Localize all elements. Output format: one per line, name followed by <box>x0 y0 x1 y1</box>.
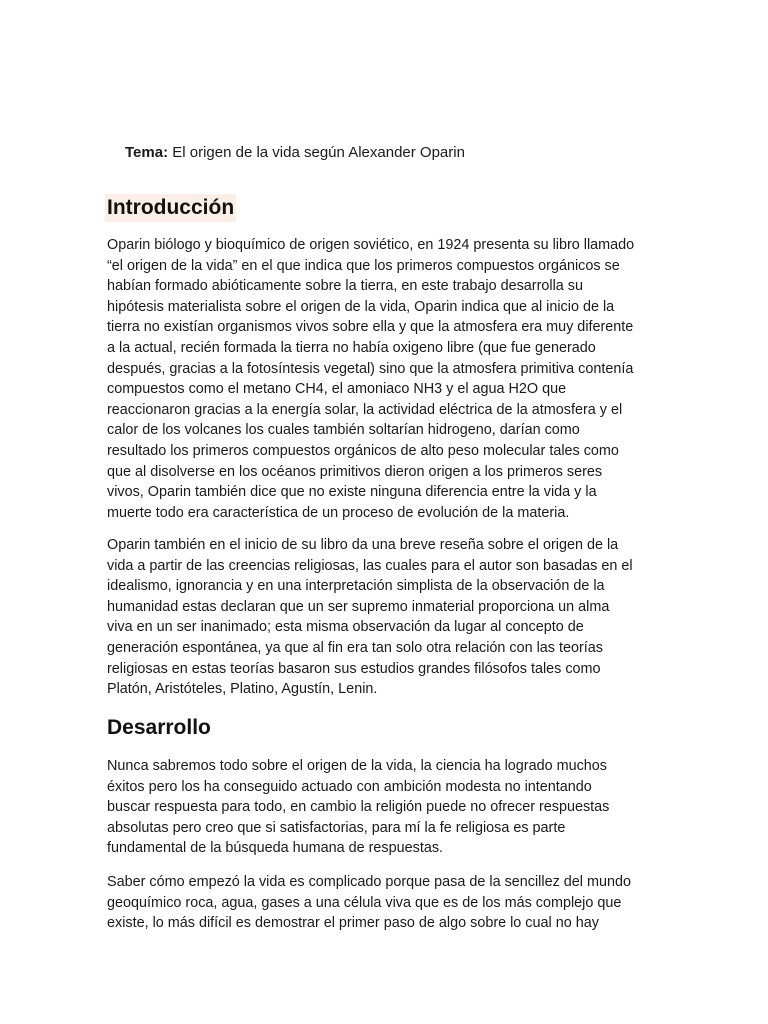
paragraph-line: hipótesis materialista sobre el origen de la vida, Oparin indica que al inicio de la <box>107 298 615 315</box>
topic-text: El origen de la vida según Alexander Oparin <box>168 144 465 161</box>
paragraph-line: existe, lo más difícil es demostrar el primer paso de algo sobre lo cual no hay <box>107 915 599 932</box>
paragraph-line: religiosas en estas teorías basaron sus estudios grandes filósofos tales como <box>107 660 601 677</box>
paragraph-line: éxitos pero los ha conseguido actuado con ambición modesta no intentando <box>107 778 592 795</box>
paragraph-line: habían formado abióticamente sobre la tierra, en este trabajo desarrolla su <box>107 278 583 295</box>
paragraph-2 <box>107 535 667 700</box>
paragraph-line: vida a partir de las creencias religiosas, las cuales para el autor son basadas en el <box>107 557 633 574</box>
paragraph-line: resultado los primeros compuestos orgánicos de alto peso molecular tales como <box>107 442 619 459</box>
paragraph-line: tierra no existían organismos vivos sobre ella y que la atmosfera era muy diferente <box>107 319 634 336</box>
paragraph-line: después, gracias a la fotosíntesis vegetal) sino que la atmosfera primitiva contenía <box>107 360 634 377</box>
paragraph-line: Oparin biólogo y bioquímico de origen soviético, en 1924 presenta su libro llamado <box>107 237 635 253</box>
introduction-heading: Introducción <box>105 194 236 222</box>
paragraph-line: humanidad estas declaran que un ser supremo inmaterial proporciona un alma <box>107 598 610 615</box>
topic-line <box>125 143 465 163</box>
paragraph-line: Oparin también en el inicio de su libro da una breve reseña sobre el origen de la <box>107 537 619 553</box>
paragraph-line: buscar respuesta para todo, en cambio la religión puede no ofrecer respuestas <box>107 799 610 816</box>
paragraph-1 <box>107 235 667 523</box>
paragraph-line: calor de los volcanes los cuales también soltarían hidrogeno, darían como <box>107 422 580 439</box>
paragraph-line: viva en un ser inanimado; esta misma observación da lugar al concepto de <box>107 619 584 636</box>
paragraph-line: Platón, Aristóteles, Platino, Agustín, Lenin. <box>107 681 378 698</box>
paragraph-line: “el origen de la vida” en el que indica que los primeros compuestos orgánicos se <box>107 257 620 274</box>
paragraph-line: reaccionaron gracias a la energía solar, la actividad eléctrica de la atmosfera y el <box>107 401 623 418</box>
development-heading: Desarrollo <box>107 716 211 739</box>
paragraph-line: vivos, Oparin también dice que no existe ninguna diferencia entre la vida y la <box>107 484 597 501</box>
paragraph-line: generación espontánea, ya que al fin era tan solo otra relación con las teorías <box>107 639 603 656</box>
paragraph-line: Nunca sabremos todo sobre el origen de la vida, la ciencia ha logrado muchos <box>107 758 607 774</box>
paragraph-line: absolutas pero creo que si satisfactorias, para mí la fe religiosa es parte <box>107 819 566 836</box>
topic-label: Tema: <box>125 144 169 161</box>
paragraph-line: que al disolverse en los océanos primitivos dieron origen a los primeros seres <box>107 463 603 480</box>
paragraph-line: idealismo, ignorancia y en una interpretación simplista de la observación de la <box>107 578 605 595</box>
paragraph-4 <box>107 872 667 934</box>
paragraph-line: a la actual, recién formada la tierra no había oxigeno libre (que fue generado <box>107 339 596 356</box>
paragraph-3 <box>107 756 667 859</box>
paragraph-line: Saber cómo empezó la vida es complicado porque pasa de la sencillez del mundo <box>107 874 631 890</box>
paragraph-line: compuestos como el metano CH4, el amoniaco NH3 y el agua H2O que <box>107 381 567 398</box>
paragraph-line: fundamental de la búsqueda humana de respuestas. <box>107 840 444 857</box>
paragraph-line: muerte todo era característica de un proceso de evolución de la materia. <box>107 504 570 521</box>
paragraph-line: geoquímico roca, agua, gases a una célula viva que es de los más complejo que <box>107 894 622 911</box>
